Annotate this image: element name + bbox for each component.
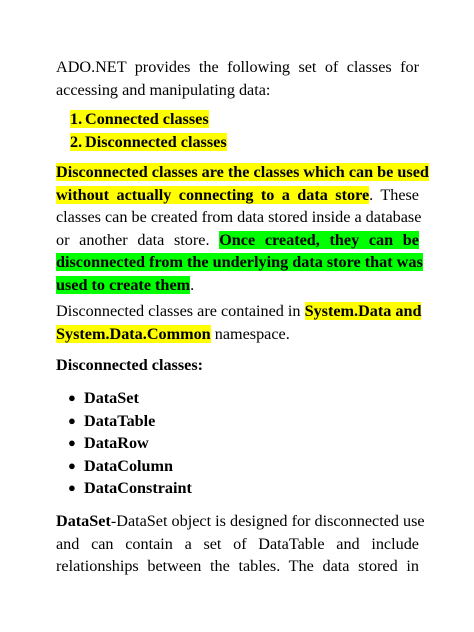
dataset-line-1: DataSet-DataSet object is designed for disconnected use <box>56 512 425 530</box>
bullet-icon: ● <box>68 390 76 405</box>
intro-line-2: accessing and manipulating data: <box>56 80 271 99</box>
list-item: ● DataColumn <box>68 455 192 478</box>
list-item: ● DataSet <box>68 387 192 410</box>
disconnected-class-bullets <box>68 387 192 500</box>
bullet-icon: ● <box>68 435 76 450</box>
definition-line-4: or another data store. Once created, they can be <box>56 230 419 249</box>
dataset-paragraph <box>56 510 425 578</box>
dataset-line-3: relationships between the tables. The data stored in <box>56 557 419 575</box>
definition-line-1: Disconnected classes are the classes which can be used <box>56 163 429 181</box>
bullet-icon: ● <box>68 480 76 495</box>
dataset-line-2: and can contain a set of DataTable and include <box>56 534 419 553</box>
numbered-class-list <box>70 108 227 153</box>
list-item: ● DataTable <box>68 410 192 433</box>
list-item: ● DataRow <box>68 432 192 455</box>
namespace-line-2: System.Data.Common namespace. <box>56 324 290 343</box>
bullet-icon: ● <box>68 412 76 428</box>
intro-line-1: ADO.NET provides the following set of classes for <box>56 58 419 76</box>
bullet-icon: ● <box>68 457 76 473</box>
disconnected-definition-paragraph <box>56 161 429 296</box>
definition-line-6: used to create them. <box>56 275 195 294</box>
namespace-paragraph <box>56 300 422 345</box>
namespace-line-1: Disconnected classes are contained in System.Data and <box>56 302 422 320</box>
subheading: Disconnected classes: <box>56 356 204 374</box>
intro-paragraph <box>56 56 419 101</box>
definition-line-3: classes can be created from data stored inside a database <box>56 208 422 226</box>
list-item: ● DataConstraint <box>68 477 192 500</box>
definition-line-2: without actually connecting to a data store. These <box>56 185 419 204</box>
list-item: 1. Connected classes <box>70 110 209 128</box>
definition-line-5: disconnected from the underlying data store that was <box>56 253 423 271</box>
list-item: 2. Disconnected classes <box>70 132 227 151</box>
